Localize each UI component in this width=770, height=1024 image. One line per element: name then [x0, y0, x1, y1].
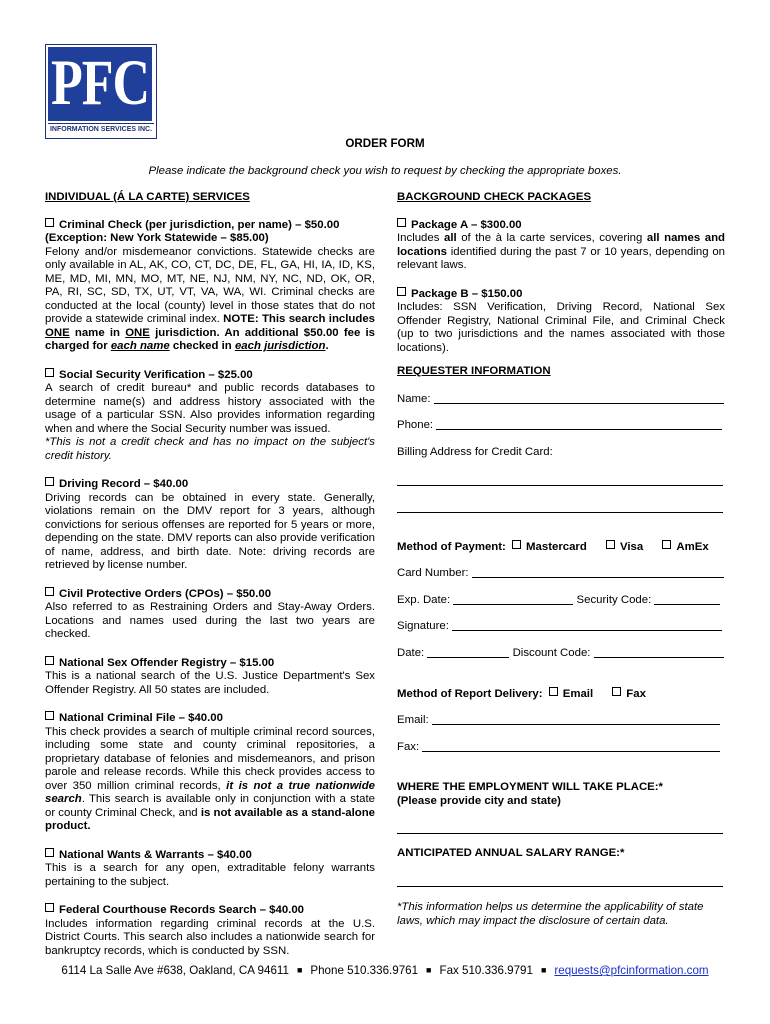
- footer-contact: [0, 964, 770, 977]
- criminal-note-text-3: checked in: [169, 340, 235, 352]
- amex-checkbox[interactable]: [662, 540, 671, 549]
- exp-date-row: [397, 594, 720, 606]
- cpo-text: Also referred to as Restraining Orders and Stay-Away Orders. Locations and names used during the last two years are checked.: [45, 601, 375, 640]
- ncf-emphasis: it is not a true nationwide search: [45, 779, 376, 805]
- fax-label: Fax:: [397, 741, 420, 753]
- phone-field[interactable]: [436, 419, 722, 430]
- ssn-text: A search of credit bureau* and public records databases to determine name(s) and address history associated with the usage of a particular SSN. Also provides information regarding when and where the Social Security number was issued.: [45, 382, 375, 435]
- ncf-text-2: . This search is available only in conjunction with a state or county Criminal Check, and: [45, 793, 375, 819]
- ssn-title: Social Security Verification – $25.00: [59, 368, 253, 381]
- mastercard-checkbox[interactable]: [512, 540, 521, 549]
- logo-mark: PFC: [50, 47, 150, 119]
- fax-row: [397, 741, 720, 753]
- date-row: [397, 647, 724, 659]
- fax-option-checkbox[interactable]: [612, 687, 621, 696]
- email-option-label: Email: [562, 688, 594, 700]
- email-row: [397, 714, 720, 726]
- wants-title: National Wants & Warrants – $40.00: [59, 848, 252, 861]
- package-b-text: Includes: SSN Verification, Driving Record, National Sex Offender Registry, National Criminal File, and Criminal Check (up to two jurisdictions and the names associated with those locations).: [397, 301, 725, 354]
- ncf-standalone: is not available as a stand-alone product.: [45, 806, 375, 832]
- email-label: Email:: [397, 714, 429, 726]
- salary-range-label: ANTICIPATED ANNUAL SALARY RANGE:*: [397, 847, 625, 859]
- card-number-label: Card Number:: [397, 567, 469, 579]
- logo-tagline: INFORMATION SERVICES INC.: [48, 123, 154, 136]
- ncf-checkbox[interactable]: [45, 711, 54, 720]
- square-bullet-icon: ■: [296, 965, 303, 975]
- criminal-check-checkbox[interactable]: [45, 218, 54, 227]
- individual-services-heading: INDIVIDUAL (Á LA CARTE) SERVICES: [45, 191, 250, 203]
- form-instructions: Please indicate the background check you wish to request by checking the appropriate boxes.: [148, 165, 622, 177]
- date-field[interactable]: [427, 647, 509, 658]
- name-row: [397, 393, 724, 405]
- federal-section: [45, 903, 375, 958]
- driving-title: Driving Record – $40.00: [59, 478, 189, 490]
- square-bullet-icon: ■: [540, 965, 547, 975]
- package-a-title: Package A – $300.00: [411, 218, 522, 231]
- driving-checkbox[interactable]: [45, 477, 54, 486]
- employment-location-line1: WHERE THE EMPLOYMENT WILL TAKE PLACE:*: [397, 781, 663, 793]
- package-a-bold: all names and locations: [397, 232, 726, 258]
- criminal-note-label: NOTE: This search includes: [223, 313, 375, 325]
- package-a-text-3: identified during the past 7 or 10 years, depending on relevant laws.: [397, 245, 725, 271]
- phone-label: Phone:: [397, 419, 434, 431]
- visa-checkbox[interactable]: [606, 540, 615, 549]
- signature-field[interactable]: [452, 620, 722, 631]
- square-bullet-icon: ■: [426, 965, 432, 975]
- ssn-checkbox[interactable]: [45, 368, 54, 377]
- security-code-field[interactable]: [654, 594, 720, 605]
- security-code-label: Security Code:: [576, 594, 652, 606]
- phone-row: [397, 419, 722, 431]
- sex-offender-title: National Sex Offender Registry – $15.00: [59, 656, 275, 669]
- ncf-title: National Criminal File – $40.00: [59, 712, 223, 724]
- employment-location-label: [397, 781, 663, 808]
- email-option-checkbox[interactable]: [549, 687, 558, 696]
- criminal-check-title: Criminal Check (per jurisdiction, per name) – $50.00: [59, 218, 340, 231]
- criminal-note-one: ONE: [45, 326, 70, 339]
- footer-fax: Fax 510.336.9791: [439, 964, 533, 977]
- name-field[interactable]: [434, 393, 724, 404]
- billing-line-2[interactable]: [397, 511, 723, 513]
- fax-field[interactable]: [422, 741, 720, 752]
- package-a-checkbox[interactable]: [397, 218, 406, 227]
- wants-text: This is a search for any open, extraditable felony warrants pertaining to the subject.: [45, 862, 375, 888]
- cpo-checkbox[interactable]: [45, 587, 54, 596]
- criminal-note-end: .: [325, 340, 329, 352]
- individual-services-column: [45, 191, 375, 958]
- driving-section: [45, 477, 375, 573]
- package-a-text: Includes: [397, 232, 444, 244]
- package-a-text-2: of the à la carte services, covering: [456, 232, 647, 244]
- package-a-all: all: [443, 232, 457, 244]
- ncf-section: [45, 711, 375, 834]
- exp-date-field[interactable]: [453, 594, 573, 605]
- requester-heading-text: REQUESTER INFORMATION: [397, 365, 551, 377]
- billing-label: Billing Address for Credit Card:: [397, 446, 553, 458]
- payment-method-row: [397, 540, 709, 553]
- salary-range-field[interactable]: [397, 885, 723, 887]
- card-number-row: [397, 567, 724, 579]
- visa-label: Visa: [619, 541, 644, 553]
- employment-location-field[interactable]: [397, 832, 723, 834]
- driving-text: Driving records can be obtained in every state. Generally, violations remain on the DMV report for 3 years, although convictions for serious offenses are reported for 5 years or more, depending on the state. DMV reports can also provide verification of name, address, and birth date. Note: driving records are retrieved by license number.: [45, 491, 375, 571]
- federal-title: Federal Courthouse Records Search – $40.00: [59, 904, 304, 916]
- amex-label: AmEx: [676, 541, 709, 553]
- signature-row: [397, 620, 722, 632]
- criminal-note-each-name: each name: [110, 340, 170, 352]
- ncf-text: This check provides a search of multiple criminal record sources, including some state and county criminal repositories, a proprietary database of felonies and misdemeanors, and prison parole and release records. While this check provides access to over 350 million criminal records,: [45, 725, 375, 792]
- packages-column: [397, 191, 725, 355]
- criminal-check-text: Felony and/or misdemeanor convictions. Statewide checks are only available in AL, AK, CO, CT, DC, DE, FL, GA, HI, IA, ID, KS, ME, MD, MI, MN, MO, MT, NE, NJ, NM, NY, NC, ND, OK, OR, PA, RI, SC, SD, TX, UT, VT, VA, WA, WI. Criminal checks are conducted at the local (county) level in those states that do not provide a statewide criminal index.: [45, 245, 375, 325]
- ssn-note: *This is not a credit check and has no impact on the subject's credit history.: [45, 436, 375, 462]
- discount-code-label: Discount Code:: [512, 647, 591, 659]
- wants-checkbox[interactable]: [45, 848, 54, 857]
- criminal-check-exception: (Exception: New York Statewide – $85.00): [45, 232, 269, 244]
- package-b-checkbox[interactable]: [397, 287, 406, 296]
- criminal-note-one-2: ONE: [125, 326, 150, 339]
- requester-heading: [397, 365, 551, 377]
- sex-offender-checkbox[interactable]: [45, 656, 54, 665]
- form-title: ORDER FORM: [345, 137, 425, 150]
- email-field[interactable]: [432, 714, 720, 725]
- employment-location-line2: (Please provide city and state): [397, 794, 561, 807]
- name-label: Name:: [397, 393, 431, 405]
- footer-address: 6114 La Salle Ave #638, Oakland, CA 94611: [61, 964, 289, 977]
- billing-line-1[interactable]: [397, 484, 723, 486]
- federal-checkbox[interactable]: [45, 903, 54, 912]
- criminal-check-section: [45, 218, 375, 354]
- sex-offender-text: This is a national search of the U.S. Justice Department's Sex Offender Registry. All 50 states are included.: [45, 670, 375, 696]
- company-logo: [45, 44, 157, 139]
- mastercard-label: Mastercard: [526, 541, 587, 553]
- criminal-note-text-2: jurisdiction. An additional $50.00 fee is charged for: [45, 326, 376, 352]
- wants-section: [45, 848, 375, 890]
- package-b-title: Package B – $150.00: [411, 287, 523, 300]
- fax-option-label: Fax: [626, 688, 646, 700]
- criminal-note-each-jurisdiction: each jurisdiction: [234, 340, 326, 352]
- payment-method-label: Method of Payment:: [397, 541, 506, 553]
- footer-phone: Phone 510.336.9761: [310, 964, 419, 977]
- delivery-method-row: [397, 687, 646, 700]
- cpo-section: [45, 587, 375, 642]
- federal-text: Includes information regarding criminal records at the U.S. District Courts. This search also includes a nationwide search for bankruptcy records, which is conducted by SSN.: [45, 917, 375, 957]
- package-a-section: [397, 218, 725, 273]
- sex-offender-section: [45, 656, 375, 698]
- disclaimer-note: *This information helps us determine the applicability of state laws, which may impact the disclosure of certain data.: [397, 901, 704, 927]
- package-b-section: [397, 287, 725, 356]
- delivery-method-label: Method of Report Delivery:: [397, 688, 543, 700]
- card-number-field[interactable]: [472, 567, 724, 578]
- cpo-title: Civil Protective Orders (CPOs) – $50.00: [59, 587, 272, 600]
- exp-date-label: Exp. Date:: [397, 594, 451, 606]
- date-label: Date:: [397, 647, 425, 659]
- ssn-section: [45, 368, 375, 464]
- discount-code-field[interactable]: [594, 647, 724, 658]
- signature-label: Signature:: [397, 620, 449, 632]
- footer-email-link[interactable]: requests@pfcinformation.com: [554, 964, 709, 977]
- criminal-note-text: name in: [69, 326, 126, 339]
- packages-heading: BACKGROUND CHECK PACKAGES: [397, 191, 592, 203]
